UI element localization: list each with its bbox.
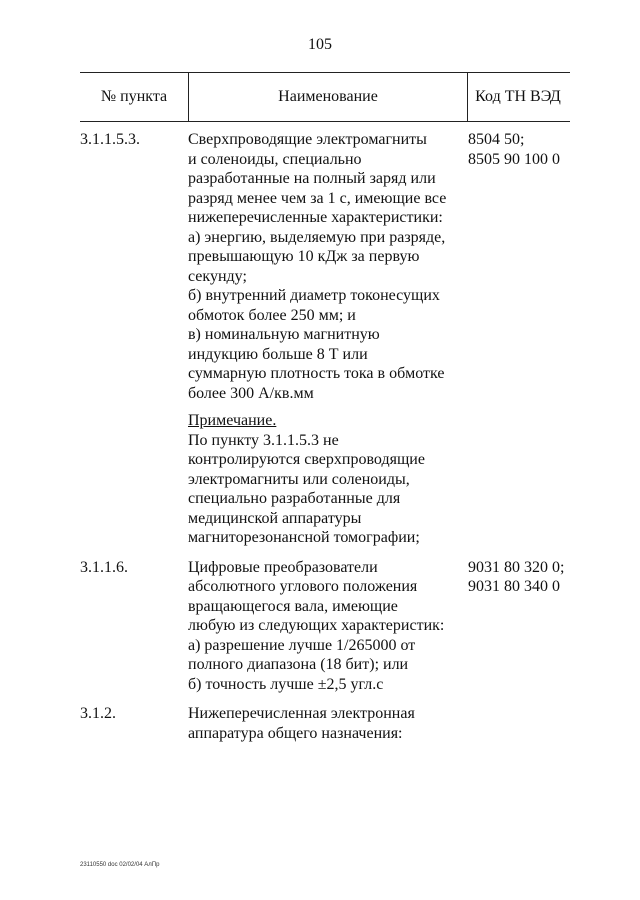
name-line: разряд менее чем за 1 с, имеющие все [188,189,447,207]
name-line: и соленоиды, специально [188,150,362,168]
footer-doc-id: 23110550 doc 02/02/04 АлПр [80,862,160,868]
note-line: По пункту 3.1.1.5.3 не [188,431,339,449]
code-line: 8504 50; [468,131,525,148]
note-line: специально разработанные для [188,490,401,507]
code-line: 9031 80 340 0 [468,578,560,595]
table-row [80,704,600,743]
page-number: 105 [308,36,332,53]
header-name: Наименование [188,73,468,121]
item-number: 3.1.1.5.3. [80,131,140,148]
name-line: секунду; [188,267,247,285]
item-code [468,558,598,597]
table-row [80,558,600,695]
name-line: разработанные на полный заряд или [188,170,436,187]
name-line: индукцию больше 8 Т или [188,345,368,363]
name-line: превышающую 10 кДж за первую [188,248,420,265]
item-name [188,130,463,548]
name-line: Сверхпроводящие электромагниты [188,131,427,148]
name-line: Цифровые преобразователи [188,558,378,576]
header-code: Код ТН ВЭД [475,88,561,105]
item-name [188,704,463,743]
note-line: магниторезонансной томографии; [188,529,420,546]
name-line: а) энергию, выделяемую при разряде, [188,228,446,246]
name-line: б) внутренний диаметр токонесущих [188,287,440,304]
table-row [80,130,600,548]
name-line: суммарную плотность тока в обмотке [188,365,445,382]
name-line: аппаратура общего назначения: [188,724,403,742]
note-line: электромагниты или соленоиды, [188,470,410,488]
name-line: б) точность лучше ±2,5 угл.с [188,675,384,693]
header-item-number: № пункта [100,88,168,105]
table-body [80,130,600,743]
note-line: медицинской аппаратуры [188,509,362,527]
name-line: нижеперечисленные характеристики: [188,209,443,226]
name-line: а) разрешение лучше 1/265000 от [188,636,416,654]
item-number: 3.1.1.6. [80,558,128,576]
name-line: абсолютного углового положения [188,578,418,595]
name-line: полного диапазона (18 бит); или [188,656,409,673]
note-line: контролируются сверхпроводящие [188,451,425,468]
table-header [80,72,570,122]
name-line: Нижеперечисленная электронная [188,705,415,722]
name-line: любую из следующих характеристик: [188,617,445,634]
item-code [468,130,598,169]
item-number: 3.1.2. [80,705,116,722]
note-title: Примечание. [188,412,277,429]
name-line: в) номинальную магнитную [188,326,380,343]
name-line: обмоток более 250 мм; и [188,306,356,324]
code-line: 9031 80 320 0; [468,558,565,576]
name-line: вращающегося вала, имеющие [188,597,398,615]
code-line: 8505 90 100 0 [468,150,560,168]
item-name [188,558,463,695]
name-line: более 300 А/кв.мм [188,384,314,402]
